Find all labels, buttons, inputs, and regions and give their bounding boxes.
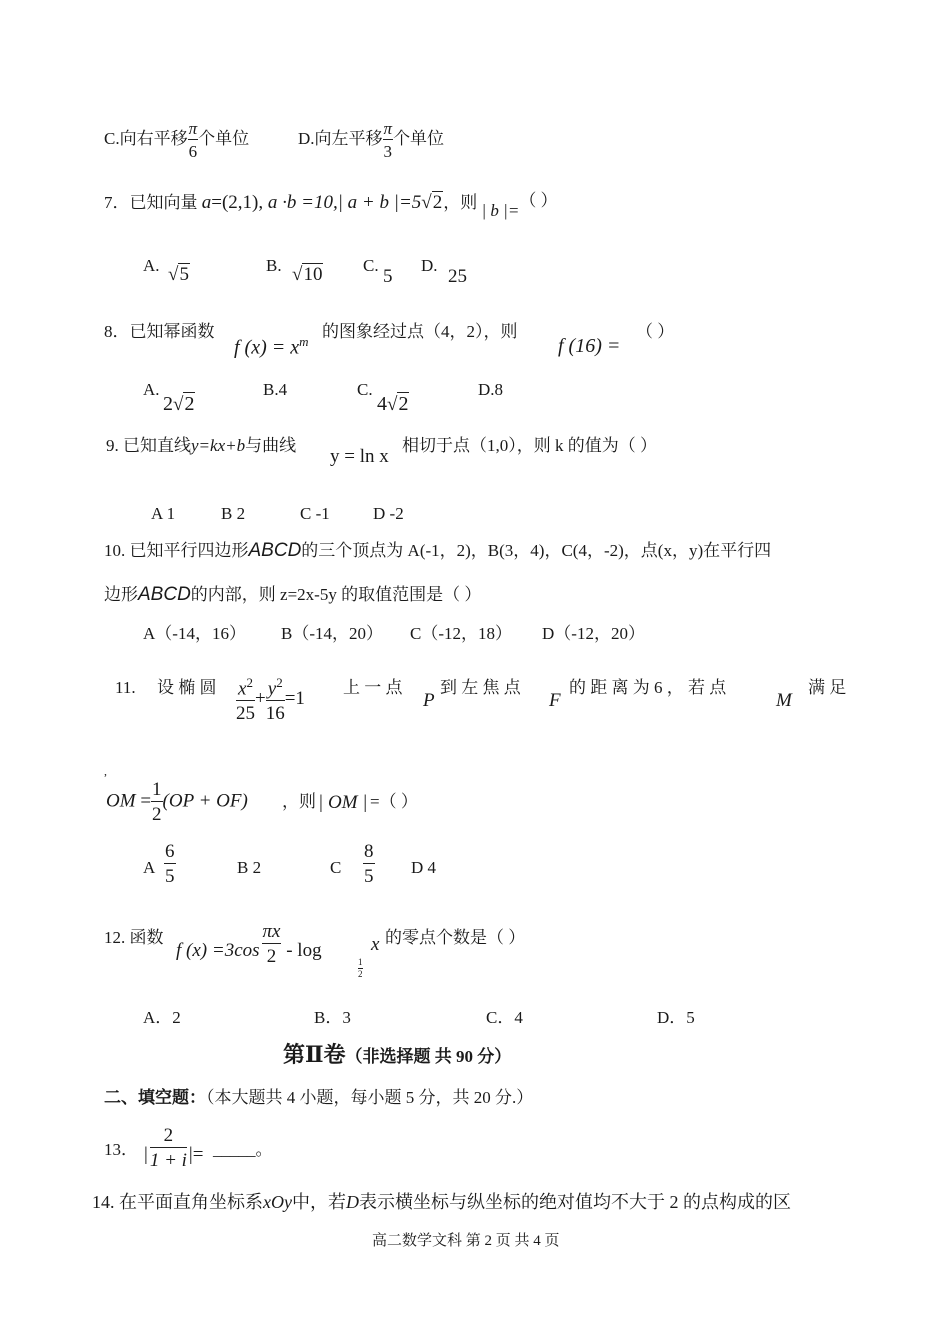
- q12-option-b: [314, 1008, 351, 1028]
- q11-option-c-value: [363, 842, 375, 886]
- equals: =: [140, 790, 152, 812]
- numerator: y: [267, 678, 277, 700]
- option-text: A 1: [151, 504, 176, 523]
- numerator: x: [238, 678, 247, 700]
- part2-title: 第Ⅱ卷: [283, 1042, 346, 1067]
- q8-option-b: [263, 380, 287, 400]
- q7-option-d-value: [448, 266, 467, 289]
- log-base-fraction: [358, 958, 363, 979]
- q7-ask: | b |=: [481, 201, 520, 220]
- vector-arrow-mark: ,: [104, 764, 107, 778]
- option-text: D 4: [411, 858, 437, 877]
- q9-text: 9. 已知直线: [106, 436, 191, 455]
- function-expr: f (x) =3cos: [176, 940, 260, 962]
- option-label: D.: [421, 256, 438, 275]
- q11-ellipse: [236, 676, 305, 723]
- option-label: A: [143, 858, 156, 877]
- q9-option-b: [221, 504, 245, 524]
- radicand: 10: [303, 264, 323, 285]
- abcd-label: ABCD: [138, 584, 191, 605]
- option-label: A.: [143, 380, 160, 399]
- abcd-label: ABCD: [248, 540, 302, 561]
- q8-option-a: [143, 380, 160, 400]
- ask-expr: | OM |: [318, 792, 368, 813]
- q13-num: 13．: [104, 1140, 138, 1159]
- function-expr: f (x) = x: [234, 336, 300, 359]
- option-label: A.: [143, 256, 160, 275]
- q11-option-c: [330, 858, 341, 878]
- fraction: [150, 1126, 187, 1170]
- answer-paren: （ ）: [519, 191, 558, 210]
- option-text: A．2: [143, 1008, 181, 1027]
- q11-text5: [808, 678, 846, 698]
- q7-stem: [104, 191, 558, 220]
- numerator: 1: [358, 957, 363, 967]
- q7-then: ，则: [443, 193, 478, 212]
- denominator: 1 + i: [149, 1150, 187, 1171]
- radicand: 5: [179, 264, 189, 285]
- denominator: 2: [266, 946, 277, 967]
- fraction: $\frac{x^2}{25}$: [236, 675, 255, 725]
- q12-number: [104, 928, 164, 948]
- q12-text: [385, 928, 525, 948]
- line-eq: y=kx+b: [191, 436, 246, 455]
- q8-option-c: [357, 380, 373, 400]
- q11-number: [115, 678, 136, 698]
- q8-option-d: [478, 380, 503, 400]
- q13-blank: [213, 1140, 273, 1160]
- q11-text: 满 足: [808, 678, 847, 697]
- fraction-numerator: π: [188, 119, 198, 138]
- option-text: D -2: [373, 504, 404, 523]
- q12-text-end: 的零点个数是（ ）: [385, 928, 526, 947]
- option-label: C: [330, 858, 342, 877]
- q7-option-a: [143, 256, 160, 276]
- option-label: B.: [266, 256, 282, 275]
- option-text: B.4: [263, 380, 288, 399]
- fraction-denominator: 3: [383, 142, 393, 161]
- denominator: 5: [165, 866, 175, 887]
- q14-stem: [92, 1192, 791, 1214]
- q9-curve: [330, 446, 389, 469]
- q11-point-p: [423, 690, 435, 713]
- q8-function: [234, 334, 309, 360]
- q10-option-b: [281, 624, 383, 644]
- q13-expr: [144, 1126, 203, 1170]
- q6-option-d-unit: 个单位: [393, 128, 445, 148]
- q7-dot-product: a ·b =10,| a + b |=5: [267, 192, 422, 213]
- q11-text2: [343, 678, 403, 698]
- sqrt-icon: √: [168, 264, 179, 285]
- q10-option-c: [410, 624, 512, 644]
- denominator: 2: [152, 804, 162, 825]
- denominator: 25: [236, 703, 255, 725]
- section-label: 二、填空题：: [104, 1088, 206, 1107]
- option-text: D（-12，20）: [542, 624, 645, 643]
- option-text: D.8: [478, 380, 504, 399]
- q7-option-c: [363, 256, 379, 276]
- q6-option-c: [104, 120, 249, 160]
- q6-option-d: [298, 120, 444, 160]
- q10-option-d: [542, 624, 645, 644]
- numerator: 6: [165, 841, 175, 862]
- numerator: πx: [262, 921, 281, 942]
- q12-option-d: [657, 1008, 695, 1028]
- q11-num: 11.: [115, 678, 136, 697]
- section2-header: [104, 1088, 533, 1108]
- q11-text: ，则: [282, 792, 316, 811]
- part2-subtitle: （非选择题 共 90 分）: [345, 1047, 512, 1066]
- fraction-numerator: π: [383, 119, 393, 138]
- q8-option-c-value: [377, 392, 409, 417]
- q11-option-a: [143, 858, 155, 878]
- q14-text-end: 表示横坐标与纵坐标的绝对值均不大于 2 的点构成的区: [358, 1192, 791, 1212]
- point-m: M: [776, 690, 792, 711]
- q6-option-d-text: D.向左平移: [298, 128, 383, 148]
- q9-option-c: [300, 504, 330, 524]
- q11-option-b: [237, 858, 261, 878]
- fraction: $\frac{y^2}{16}$: [265, 675, 285, 725]
- q11-text: 设 椭 圆: [157, 678, 217, 697]
- q6-option-d-fraction: [383, 120, 394, 160]
- radicand: 2: [184, 393, 195, 415]
- q10-text: 边形: [104, 585, 138, 604]
- q8-paren: [636, 322, 674, 342]
- answer-paren: =（ ）: [370, 792, 418, 811]
- q6-option-c-text: C.向右平移: [104, 128, 188, 148]
- q9-stem-start: [106, 436, 296, 456]
- q10-text: 10. 已知平行四边形: [104, 541, 249, 560]
- q7-option-d: [421, 256, 438, 276]
- plus-sign: +: [255, 688, 266, 710]
- q11-condition: [106, 780, 248, 824]
- abs-left: |: [144, 1144, 148, 1166]
- footer-text: 高二数学文科 第 2 页 共 4 页: [372, 1233, 560, 1249]
- ask-expr: f (16) =: [558, 335, 621, 357]
- q9-text-end: 相切于点（1,0），则 k 的值为（ ）: [402, 436, 657, 455]
- q14-text-mid: 中，若: [291, 1192, 346, 1212]
- q8-ask: [558, 334, 620, 358]
- q8-condition: [322, 322, 518, 342]
- q12-log-base: [358, 958, 363, 979]
- q7-radicand: 2: [432, 192, 443, 213]
- q11-text3: [440, 678, 521, 698]
- minus-log: - log: [286, 940, 322, 962]
- q7-option-b: [266, 256, 282, 276]
- fraction: [363, 842, 375, 886]
- q14-text: 14. 在平面直角坐标系: [92, 1192, 263, 1212]
- radicand: 2: [398, 393, 409, 415]
- q12-option-c: [486, 1008, 523, 1028]
- denominator: 5: [364, 866, 374, 887]
- q7-option-c-value: [383, 266, 393, 289]
- option-text: C．4: [486, 1008, 523, 1027]
- option-label: C.: [357, 380, 373, 399]
- q9-stem-end: [402, 436, 657, 456]
- sqrt-icon: √: [292, 264, 303, 285]
- q9-text-mid: 与曲线: [245, 436, 297, 455]
- curve-eq: y = ln x: [330, 446, 389, 467]
- q12-function: [176, 922, 322, 966]
- q9-option-d: [373, 504, 404, 524]
- q10-line1: [104, 540, 771, 563]
- q11-ask: [318, 792, 368, 815]
- option-text: A（-14，16）: [143, 624, 246, 643]
- part2-header: [283, 1042, 511, 1068]
- coord-system: xOy: [263, 1192, 292, 1212]
- q11-then: [282, 792, 316, 812]
- q10-line2: [104, 584, 481, 607]
- sqrt-icon: √: [421, 192, 432, 213]
- option-value: 25: [448, 266, 467, 287]
- fraction-denominator: 6: [188, 142, 198, 161]
- q11-text: 上 一 点: [343, 678, 403, 697]
- region-d: D: [345, 1192, 359, 1212]
- equals-one: =1: [284, 688, 305, 710]
- q8-text: 8．已知幂函数: [104, 322, 215, 341]
- q12-var: [371, 934, 379, 957]
- coefficient: 2: [163, 393, 173, 415]
- vector-om: OM: [106, 790, 136, 812]
- option-text: B 2: [221, 504, 246, 523]
- q10-text-cont: 的内部，则 z=2x-5y 的取值范围是（ ）: [190, 585, 482, 604]
- vector-sum: (OP + OF): [162, 790, 248, 812]
- option-text: B（-14，20）: [281, 624, 383, 643]
- abs-right: |=: [188, 1144, 204, 1166]
- period: 。: [255, 1140, 273, 1159]
- q7-option-a-value: [168, 264, 190, 287]
- q8-option-a-value: [163, 392, 195, 417]
- option-text: D．5: [657, 1008, 695, 1027]
- answer-paren: （ ）: [636, 322, 675, 341]
- q11-point-f: [549, 690, 561, 713]
- fraction-half: [151, 780, 163, 824]
- numerator: 1: [152, 779, 162, 800]
- answer-blank: _____: [213, 1140, 256, 1159]
- option-value: 5: [383, 266, 393, 287]
- q6-option-c-unit: 个单位: [198, 128, 250, 148]
- q12-text: 12. 函数: [104, 928, 164, 947]
- q7-number: 7．已知向量: [104, 193, 198, 212]
- q11-point-m: [776, 690, 792, 713]
- q11-paren: [370, 792, 418, 812]
- option-label: C.: [363, 256, 379, 275]
- numerator: 8: [364, 841, 374, 862]
- option-text: B．3: [314, 1008, 351, 1027]
- fraction: [164, 842, 176, 886]
- coefficient: 4: [377, 393, 387, 415]
- q6-option-c-fraction: [188, 120, 199, 160]
- q8-condition-text: 的图象经过点（4，2），则: [322, 322, 518, 341]
- q11-option-d: [411, 858, 436, 878]
- q11-option-a-value: [164, 842, 176, 886]
- sqrt-icon: √: [173, 394, 184, 415]
- q9-option-a: [151, 504, 175, 524]
- q8-number: [104, 322, 215, 342]
- option-text: C -1: [300, 504, 330, 523]
- vector-a: a: [201, 192, 212, 213]
- option-text: C（-12，18）: [410, 624, 512, 643]
- q10-option-a: [143, 624, 246, 644]
- q11-text1: [157, 678, 217, 698]
- sqrt-icon: √: [387, 394, 398, 415]
- variable-x: x: [371, 934, 380, 955]
- q10-text-cont: 的三个顶点为 A(-1，2)，B(3，4)，C(4，-2)，点(x，y)在平行四: [301, 541, 772, 560]
- q12-option-a: [143, 1008, 181, 1028]
- point-p: P: [423, 690, 435, 711]
- q13-number: [104, 1140, 138, 1160]
- q11-text: 的 距 离 为 6 ， 若 点: [569, 678, 727, 697]
- q7-option-b-value: [292, 264, 323, 287]
- q11-text4: [569, 678, 726, 698]
- section-desc: （本大题共 4 小题，每小题 5 分，共 20 分.）: [206, 1088, 534, 1107]
- point-f: F: [549, 690, 561, 711]
- exponent: m: [299, 334, 309, 349]
- fraction: [262, 922, 282, 966]
- q11-text: 到 左 焦 点: [440, 678, 521, 697]
- denominator: 2: [358, 969, 363, 979]
- numerator: 2: [150, 1126, 187, 1148]
- denominator: 16: [265, 703, 285, 725]
- option-text: B 2: [237, 858, 262, 877]
- q7-condition: =(2,1),: [211, 192, 268, 213]
- page-footer: [372, 1232, 560, 1250]
